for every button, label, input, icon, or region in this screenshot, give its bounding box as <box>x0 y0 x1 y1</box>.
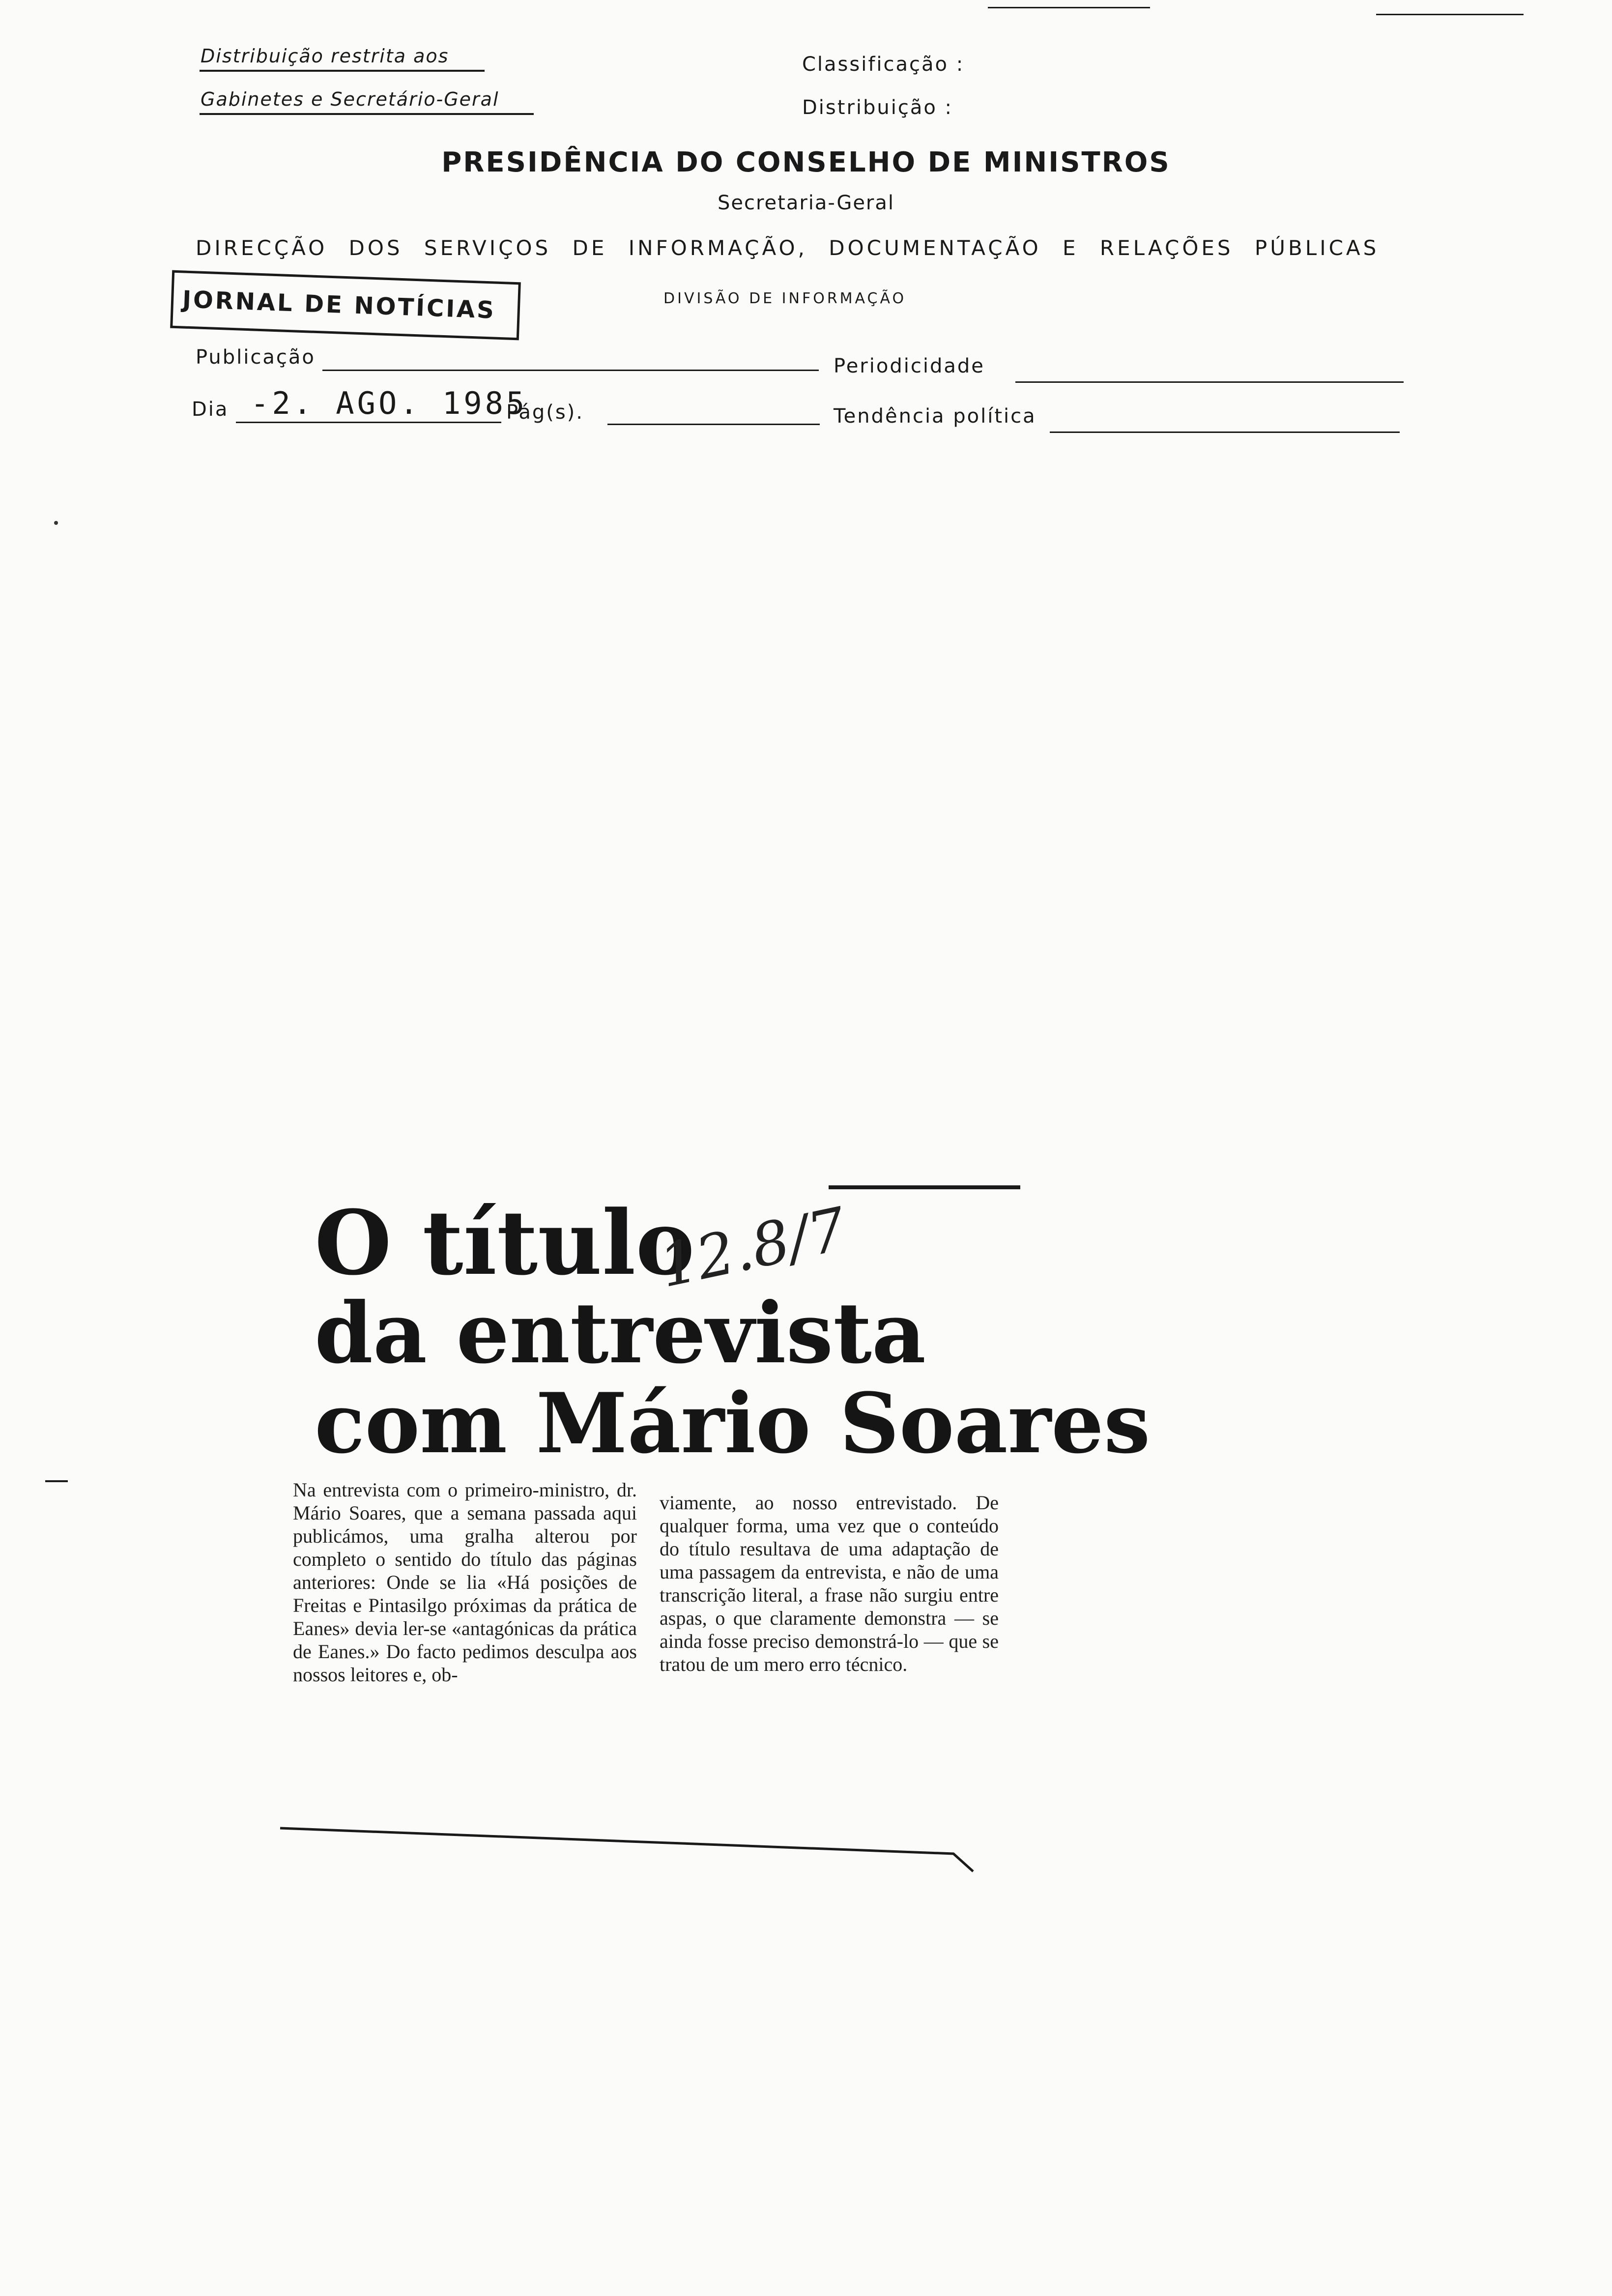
article-column-1: Na entrevista com o primeiro-ministro, dr. Mário Soares, que a semana passada aqui publicámos, uma gralha alterou por completo o sentido do título das páginas anteriores: Onde se lia «Há posições de Freitas e Pintasilgo próximas da prática de Eanes» devia ler-se «antagónicas da prática de Eanes.» Do facto pedimos desculpa aos nossos leitores e, ob- <box>293 1479 637 1686</box>
distribution-note-line2: Gabinetes e Secretário-Geral <box>201 88 499 110</box>
classificacao-label: Classificação : <box>802 53 965 76</box>
date-stamp: -2. AGO. 1985 <box>251 385 528 421</box>
scan-mark <box>45 1480 68 1482</box>
scan-mark <box>54 521 58 525</box>
tendencia-label: Tendência política <box>834 405 1036 428</box>
headline-line2: da entrevista <box>315 1284 926 1382</box>
distribuicao-label: Distribuição : <box>802 96 953 119</box>
article-column-2: viamente, ao nosso entrevistado. De qualquer forma, uma vez que o conteúdo do título resultava de uma adaptação de uma passagem da entrevista, e não de uma transcrição literal, a frase não surgiu entre aspas, o que claramente demonstra — se ainda fosse preciso demonstrá-lo — que se tratou de um mero erro técnico. <box>660 1492 999 1675</box>
publicacao-line <box>322 370 819 371</box>
clipping-bottom-rule <box>275 1818 983 1877</box>
dia-line <box>236 422 501 423</box>
presidency-title: PRESIDÊNCIA DO CONSELHO DE MINISTROS <box>441 146 1171 178</box>
handwritten-note: 12.8/7 <box>653 1195 853 1301</box>
direccao-title: DIRECÇÃO DOS SERVIÇOS DE INFORMAÇÃO, DOCUMENTAÇÃO E RELAÇÕES PÚBLICAS <box>196 236 1380 260</box>
distribution-underline-2 <box>200 113 534 115</box>
tendencia-line <box>1050 431 1400 433</box>
secretaria-title: Secretaria-Geral <box>717 192 894 214</box>
headline-line3: com Mário Soares <box>315 1375 1151 1472</box>
distribution-note-line1: Distribuição restrita aos <box>201 45 449 67</box>
dia-label: Dia <box>192 398 229 421</box>
scan-mark <box>1376 14 1524 15</box>
publicacao-label: Publicação <box>196 346 316 369</box>
headline-line1: O título <box>315 1191 695 1295</box>
scan-mark <box>988 7 1150 8</box>
periodicidade-line <box>1015 381 1404 383</box>
distribution-underline-1 <box>200 70 485 72</box>
periodicidade-label: Periodicidade <box>834 355 985 377</box>
clipping-top-rule <box>829 1185 1020 1189</box>
divisao-title: DIVISÃO DE INFORMAÇÃO <box>663 290 907 307</box>
pags-line <box>607 424 820 425</box>
publication-stamp: JORNAL DE NOTÍCIAS <box>170 270 521 341</box>
pags-label: Pág(s). <box>506 401 584 424</box>
